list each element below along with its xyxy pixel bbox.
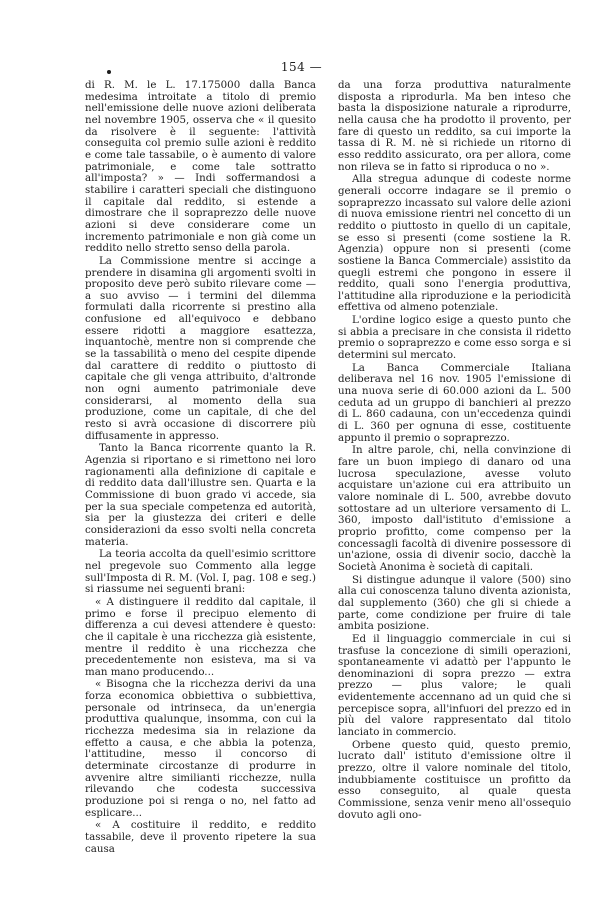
paragraph: La Banca Commerciale Italiana deliberava nel 16 nov. 1905 l'emissione di una nuova serie di 60.000 azioni da L. 500 ceduta ad un gruppo di banchieri al prezzo di L. 860 cadauna, con un'eccedenza quindi di L. 360 per ognuna di esse, costituente appunto il premio o sopraprezzo. — [338, 361, 571, 444]
paragraph: da una forza produttiva naturalmente disposta a riprodurla. Ma ben inteso che basta la disposizione naturale a riprodurre, nella causa che ha prodotto il provento, per fare di questo un reddito, sa cui importe la tassa di R. M. nè si richiede un ritorno di esso reddito assicurato, ora per allora, come non rileva se in fatto si riproduca o no ». — [338, 79, 571, 173]
paragraph: Ed il linguaggio commerciale in cui si trasfuse la concezione di simili operazioni, spontaneamente vi adattò per l'appunto le denominazioni di sopra prezzo — extra prezzo — plus valore; le quali evidentemente accennano ad un quid che si percepisce sopra, all'infuori del prezzo ed in più del valore rappresentato dal titolo lanciato in commercio. — [338, 632, 571, 739]
quote-paragraph: « A distinguere il reddito dal capitale, il primo e forse il precipuo elemento di differenza a cui devesi attendere è questo: che il capitale è una ricchezza già esistente, mentre il reddito è una ricchezza che precedentemente non esisteva, ma si va man mano producendo... — [85, 595, 316, 678]
paragraph: La teoria accolta da quell'esimio scrittore nel pregevole suo Commento alla legge sull'Imposta di R. M. (Vol. I, pag. 108 e seg.) si riassume nei seguenti brani: — [85, 548, 316, 596]
paragraph: Tanto la Banca ricorrente quanto la R. Agenzia si riportano e si rimettono nei loro ragionamenti alla definizione di capitale e di reddito data dall'illustre sen. Quarta e la Commissione di buon grado vi accede, sia per la sua speciale competenza ed autorità, sia per la giustezza dei criteri e delle considerazioni da esso svolti nella concreta materia. — [85, 442, 316, 548]
ink-dot — [107, 70, 111, 74]
paragraph: In altre parole, chi, nella convinzione di fare un buon impiego di danaro od una lucrosa speculazione, avesse voluto acquistare un'azione cui era attribuito un valore nominale di L. 500, avrebbe dovuto sottostare ad un ulteriore versamento di L. 360, imposto dall'istituto d'emissione a proprio profitto, come compenso per la concessagli facoltà di divenire possessore di un'azione, ossia di divenir socio, dacchè la Società Anonima è società di capitali. — [338, 444, 571, 573]
paragraph: Alla stregua adunque di codeste norme generali occorre indagare se il premio o sopraprezzo incassato sul valore delle azioni di nuova emissione rientri nel concetto di un reddito o piuttosto in quello di un capitale, se esso si presenti (come sostiene la R. Agenzia) oppure non si presenti (come sostiene la Banca Commerciale) assistito da quegli estremi che pongono in essere il reddito, quali sono l'energia produttiva, l'attitudine alla riproduzione e la periodicità effettiva od almeno potenziale. — [338, 173, 571, 314]
right-column — [338, 80, 571, 821]
page-number: 154 — — [280, 60, 323, 74]
quote-paragraph: « A costituire il reddito, e reddito tassabile, deve il provento ripetere la sua causa — [85, 819, 316, 855]
left-column — [85, 80, 316, 855]
paragraph: Orbene questo quid, questo premio, lucrato dall' istituto d'emissione oltre il prezzo, oltre il valore nominale del titolo, indubbiamente costituisce un profitto da esso conseguito, al quale questa Commissione, senza venir meno all'ossequio dovuto agli ono- — [338, 738, 571, 821]
quote-paragraph: « Bisogna che la ricchezza derivi da una forza economica obbiettiva o subbiettiva, personale od intrinseca, da un'energia produttiva qualunque, insomma, con cui la ricchezza medesima sia in relazione da effetto a causa, e che abbia la potenza, l'attitudine, messo il concorso di determinate circostanze di produrre in avvenire altre similianti ricchezze, nulla rilevando che codesta successiva produzione poi si renga o no, nel fatto ad esplicare... — [85, 678, 316, 819]
paragraph: di R. M. le L. 17.175000 dalla Banca medesima introitate a titolo di premio nell'emissione delle nuove azioni deliberata nel novembre 1905, osserva che « il quesito da risolvere è il seguente: l'attività conseguita col premio sulle azioni è reddito e come tale tassabile, o è aumento di valore patrimoniale, e come tale sottratto all'imposta? » — Indi soffermandosi a stabilire i caratteri speciali che distinguono il capitale dal reddito, si estende a dimostrare che il sopraprezzo delle nuove azioni si deve considerare come un incremento patrimoniale e non già come un reddito nello stretto senso della parola. — [85, 79, 316, 255]
paragraph: La Commissione mentre si accinge a prendere in disamina gli argomenti svolti in proposito deve però subito rilevare come — a suo avviso — i termini del dilemma formulati dalla ricorrente si prestino alla confusione ed all'equivoco e debbano essere ridotti a maggiore esattezza, inquantochè, mentre non si comprende che se la tassabilità o meno del cespite dipende dal carattere di reddito o piuttosto di capitale che gli venga attribuito, d'altronde non ogni aumento patrimoniale deve considerarsi, al momento della sua produzione, come un capitale, di che del resto si avrà occasione di discorrere più diffusamente in appresso. — [85, 254, 316, 442]
paragraph: L'ordine logico esige a questo punto che si abbia a precisare in che consista il ridetto premio o sopraprezzo e come esso sorga e si determini sul mercato. — [338, 314, 571, 362]
paragraph: Si distingue adunque il valore (500) sino alla cui conoscenza taluno diventa azionista, dal supplemento (360) che gli si chiede a parte, come condizione per fruire di tale ambita posizione. — [338, 573, 571, 633]
